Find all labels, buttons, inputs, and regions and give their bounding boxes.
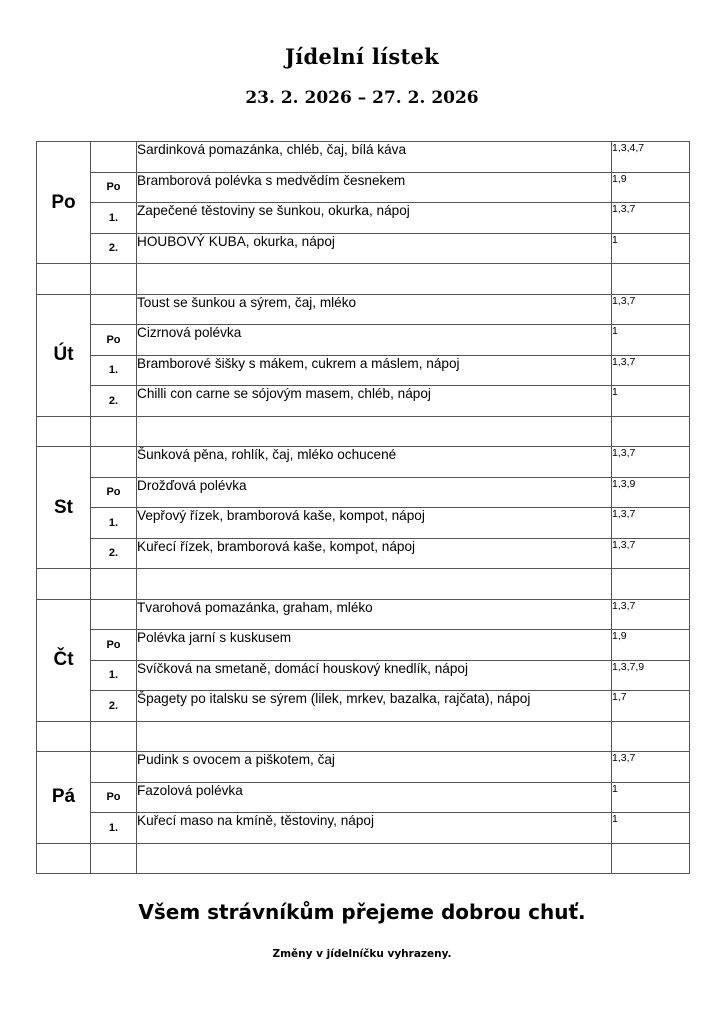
meal-type: Po (91, 630, 137, 661)
dish-name: Vepřový řízek, bramborová kaše, kompot, nápoj (137, 508, 612, 539)
allergens: 1 (612, 813, 690, 844)
meal-type: 2. (91, 691, 137, 722)
allergens: 1,3,7 (612, 355, 690, 386)
empty-cell (612, 569, 690, 600)
menu-row (37, 294, 690, 325)
meal-type (91, 294, 137, 325)
day-label: St (37, 447, 91, 569)
spacer-row (37, 264, 690, 295)
spacer-row (37, 843, 690, 874)
date-range: 23. 2. 2026 – 27. 2. 2026 (245, 88, 479, 108)
menu-row (37, 660, 690, 691)
menu-row (37, 752, 690, 783)
allergens: 1,7 (612, 691, 690, 722)
meal-type: 2. (91, 233, 137, 264)
allergens: 1 (612, 325, 690, 356)
empty-cell (137, 264, 612, 295)
dish-name: Bramborová polévka s medvědím česnekem (137, 172, 612, 203)
menu-row (37, 447, 690, 478)
empty-cell (612, 721, 690, 752)
menu-row (37, 386, 690, 417)
menu-row (37, 325, 690, 356)
menu-row (37, 691, 690, 722)
empty-cell (137, 843, 612, 874)
empty-cell (91, 264, 137, 295)
dish-name: Kuřecí řízek, bramborová kaše, kompot, nápoj (137, 538, 612, 569)
dish-name: Toust se šunkou a sýrem, čaj, mléko (137, 294, 612, 325)
dish-name: Pudink s ovocem a piškotem, čaj (137, 752, 612, 783)
dish-name: HOUBOVÝ KUBA, okurka, nápoj (137, 233, 612, 264)
meal-type: 1. (91, 813, 137, 844)
closing-wish: Všem strávníkům přejeme dobrou chuť. (138, 900, 586, 924)
dish-name: Kuřecí maso na kmíně, těstoviny, nápoj (137, 813, 612, 844)
empty-cell (612, 843, 690, 874)
spacer-row (37, 416, 690, 447)
menu-row (37, 203, 690, 234)
empty-cell (91, 416, 137, 447)
allergens: 1,3,4,7 (612, 142, 690, 173)
allergens: 1,3,7 (612, 294, 690, 325)
menu-row (37, 599, 690, 630)
allergens: 1,3,9 (612, 477, 690, 508)
dish-name: Chilli con carne se sójovým masem, chléb, nápoj (137, 386, 612, 417)
empty-cell (137, 721, 612, 752)
menu-row (37, 233, 690, 264)
dish-name: Tvarohová pomazánka, graham, mléko (137, 599, 612, 630)
empty-cell (37, 721, 91, 752)
meal-type (91, 142, 137, 173)
menu-row (37, 142, 690, 173)
meal-type: 2. (91, 386, 137, 417)
dish-name: Špagety po italsku se sýrem (lilek, mrkev, bazalka, rajčata), nápoj (137, 691, 612, 722)
meal-type: Po (91, 477, 137, 508)
allergens: 1,3,7 (612, 752, 690, 783)
empty-cell (37, 416, 91, 447)
allergens: 1,3,7,9 (612, 660, 690, 691)
menu-row (37, 477, 690, 508)
empty-cell (137, 569, 612, 600)
allergens: 1,3,7 (612, 447, 690, 478)
day-label: Út (37, 294, 91, 416)
spacer-row (37, 569, 690, 600)
meal-type (91, 447, 137, 478)
allergens: 1,3,7 (612, 599, 690, 630)
empty-cell (137, 416, 612, 447)
allergens: 1 (612, 386, 690, 417)
allergens: 1 (612, 782, 690, 813)
menu-title: Jídelní lístek (284, 44, 440, 69)
allergens: 1,3,7 (612, 203, 690, 234)
empty-cell (612, 264, 690, 295)
menu-row (37, 630, 690, 661)
empty-cell (37, 569, 91, 600)
empty-cell (37, 843, 91, 874)
meal-type (91, 752, 137, 783)
meal-type: 1. (91, 203, 137, 234)
day-label: Čt (37, 599, 91, 721)
day-label: Po (37, 142, 91, 264)
menu-row (37, 538, 690, 569)
meal-type: Po (91, 782, 137, 813)
menu-table (36, 141, 690, 874)
dish-name: Šunková pěna, rohlík, čaj, mléko ochucené (137, 447, 612, 478)
meal-type: Po (91, 325, 137, 356)
meal-type: Po (91, 172, 137, 203)
allergens: 1,3,7 (612, 538, 690, 569)
meal-type: 1. (91, 508, 137, 539)
meal-type: 1. (91, 660, 137, 691)
empty-cell (91, 843, 137, 874)
allergens: 1,9 (612, 630, 690, 661)
menu-row (37, 172, 690, 203)
dish-name: Zapečené těstoviny se šunkou, okurka, nápoj (137, 203, 612, 234)
dish-name: Svíčková na smetaně, domácí houskový knedlík, nápoj (137, 660, 612, 691)
allergens: 1,9 (612, 172, 690, 203)
meal-type: 1. (91, 355, 137, 386)
menu-row (37, 813, 690, 844)
menu-row (37, 782, 690, 813)
meal-type (91, 599, 137, 630)
day-label: Pá (37, 752, 91, 844)
meal-type: 2. (91, 538, 137, 569)
empty-cell (612, 416, 690, 447)
empty-cell (91, 569, 137, 600)
allergens: 1,3,7 (612, 508, 690, 539)
dish-name: Drožďová polévka (137, 477, 612, 508)
dish-name: Cizrnová polévka (137, 325, 612, 356)
dish-name: Polévka jarní s kuskusem (137, 630, 612, 661)
changes-note: Změny v jídelníčku vyhrazeny. (272, 948, 452, 960)
dish-name: Bramborové šišky s mákem, cukrem a máslem, nápoj (137, 355, 612, 386)
menu-row (37, 355, 690, 386)
spacer-row (37, 721, 690, 752)
dish-name: Fazolová polévka (137, 782, 612, 813)
dish-name: Sardinková pomazánka, chléb, čaj, bílá káva (137, 142, 612, 173)
empty-cell (91, 721, 137, 752)
empty-cell (37, 264, 91, 295)
menu-row (37, 508, 690, 539)
allergens: 1 (612, 233, 690, 264)
